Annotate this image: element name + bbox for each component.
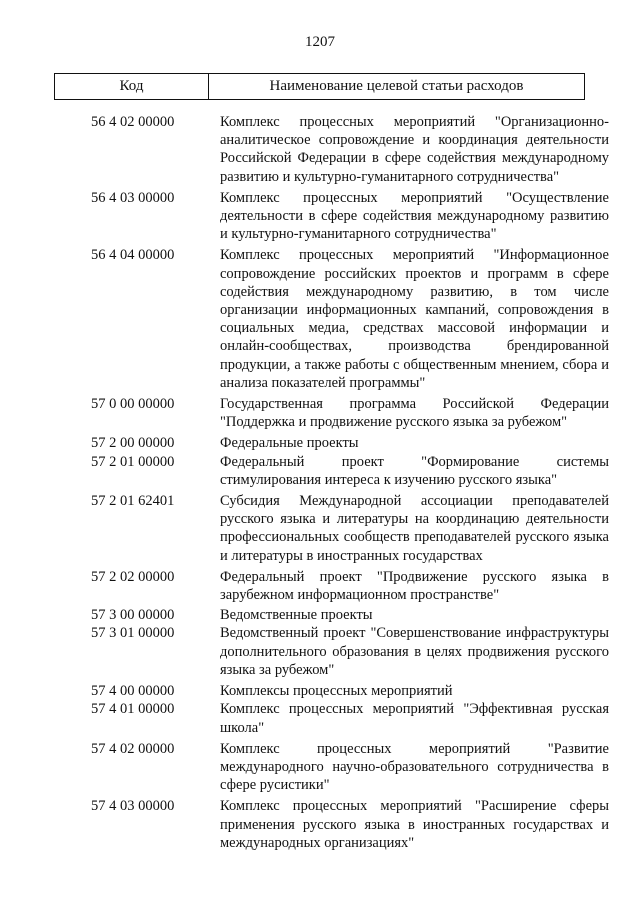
row-name: Федеральные проекты [220,435,359,452]
table-row [0,434,640,452]
table-row [0,700,640,736]
row-name: Федеральный проект "Формирование системы стимулирования интереса к изучению русского языка" [220,453,609,488]
row-name: Ведомственные проекты [220,607,373,624]
row-code: 56 4 03 00000 [91,189,175,206]
row-name: Субсидия Международной ассоциации преподавателей русского языка и литературы на координацию деятельности профессиональных сообществ преподавателей русского языка и литературы в иностранных государствах [220,493,609,564]
row-name: Федеральный проект "Продвижение русского языка в зарубежном информационном пространстве" [220,568,609,604]
header-code: Код [55,74,209,99]
table-row [0,682,640,700]
table-row [0,797,640,852]
row-code: 57 0 00 00000 [91,396,175,413]
row-code: 57 2 02 00000 [91,568,175,585]
row-name: Комплекс процессных мероприятий "Развитие международного научно-образовательного сотрудничества в сфере русистики" [220,740,609,794]
table-row [0,740,640,795]
page-number: 1207 [305,34,335,50]
row-code: 57 4 03 00000 [91,798,175,815]
row-name: Комплекс процессных мероприятий "Организационно-аналитическое сопровождение и координация деятельности Российской Федерации в сфере содействия международному развитию и культурно-гуманитарного сотрудничества" [220,114,609,185]
row-name: Комплекс процессных мероприятий "Осуществление деятельности в сфере содействия международному развитию и культурно-гуманитарного сотрудничества" [220,189,609,243]
row-code: 57 4 00 00000 [91,683,175,700]
table-row [0,568,640,604]
row-code: 56 4 04 00000 [91,247,175,264]
row-name: Комплексы процессных мероприятий [220,683,453,700]
table-header [54,73,585,100]
table-row [0,606,640,624]
row-code: 57 2 01 00000 [91,453,175,470]
row-code: 57 4 01 00000 [91,701,175,718]
row-code: 57 3 01 00000 [91,625,175,642]
row-code: 56 4 02 00000 [91,114,175,130]
table-row [0,395,640,431]
row-code: 57 2 00 00000 [91,435,175,452]
header-name: Наименование целевой статьи расходов [269,78,524,94]
table-body [0,113,640,852]
row-code: 57 2 01 62401 [91,493,175,510]
table-row [0,189,640,244]
row-name: Ведомственный проект "Совершенствование инфраструктуры дополнительного образования в целях продвижения русского языка за рубежом" [220,625,609,678]
row-code: 57 4 02 00000 [91,740,175,757]
table-row [0,492,640,565]
row-name: Комплекс процессных мероприятий "Расширение сферы применения русского языка в иностранных государствах и международных организациях" [220,798,609,851]
row-name: Комплекс процессных мероприятий "Эффективная русская школа" [220,701,609,736]
table-row [0,113,640,186]
row-code: 57 3 00 00000 [91,607,175,624]
table-row [0,453,640,489]
row-name: Комплекс процессных мероприятий "Информационное сопровождение российских проектов и программ в сфере содействия международному развитию, в том числе организации информационных кампаний, сопровождения в социальных медиа, средствах массовой информации и онлайн-сообществах, производства брендированной продукции, а также работы с общественным мнением, сбора и анализа показателей программы" [220,247,609,391]
table-row [0,246,640,392]
row-name: Государственная программа Российской Федерации "Поддержка и продвижение русского языка за рубежом" [220,396,609,431]
table-row [0,624,640,679]
